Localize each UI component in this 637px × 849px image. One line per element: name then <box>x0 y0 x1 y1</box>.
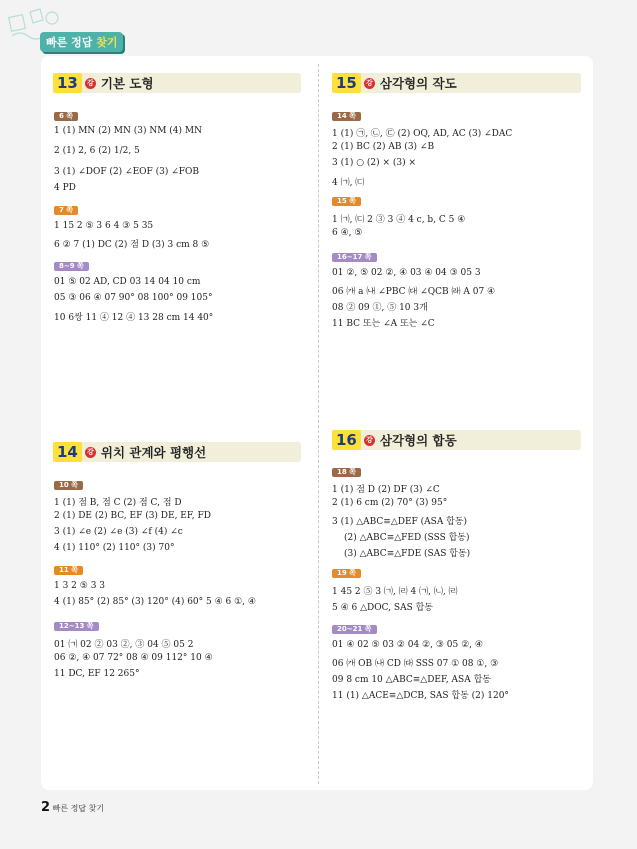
answer-line: 2 (1) BC (2) AB (3) ∠B <box>332 142 435 152</box>
answer-line: 1 (1) 점 B, 점 C (2) 점 C, 점 D <box>54 498 182 508</box>
answer-line: 5 ④ 6 △DOC, SAS 합동 <box>332 603 433 613</box>
chapter-mark: 강 <box>364 78 375 89</box>
chapter-title-text: 삼각형의 작도 <box>379 76 457 91</box>
section-label: 15 쪽 <box>332 197 361 206</box>
section-label: 20~21 쪽 <box>332 625 377 634</box>
section-label: 7 쪽 <box>54 206 78 215</box>
section-label: 19 쪽 <box>332 569 361 578</box>
section-label: 18 쪽 <box>332 468 361 477</box>
chapter-number: 14 <box>53 442 82 462</box>
answer-line: 1 3 2 ⑤ 3 3 <box>54 581 106 591</box>
answer-line: 09 8 cm 10 △ABC≡△DEF, ASA 합동 <box>332 675 491 685</box>
answer-line: 11 BC 또는 ∠A 또는 ∠C <box>332 319 435 329</box>
answer-line: 2 (1) 2, 6 (2) 1/2, 5 <box>54 146 140 156</box>
section-label: 16~17 쪽 <box>332 253 377 262</box>
chapter-mark: 강 <box>85 447 96 458</box>
answer-line: 4 PD <box>54 183 76 193</box>
answer-line: 6 ④, ⑤ <box>332 228 363 238</box>
footer-label: 빠른 정답 찾기 <box>52 804 105 813</box>
answer-line: 2 (1) DE (2) BC, EF (3) DE, EF, FD <box>54 511 211 521</box>
section-label: 12~13 쪽 <box>54 622 99 631</box>
chapter-title-text: 삼각형의 합동 <box>379 433 457 448</box>
section-label: 6 쪽 <box>54 112 78 121</box>
badge-text: 빠른 정답 <box>46 36 93 49</box>
answer-line: 3 (1) △ABC≡△DEF (ASA 합동) <box>332 517 468 527</box>
chapter-mark: 강 <box>85 78 96 89</box>
answer-line: (2) △ABC≡△FED (SSS 합동) <box>344 533 470 543</box>
chapter-number: 16 <box>332 430 361 450</box>
chapter-14-title <box>53 442 301 462</box>
answer-line: 08 ② 09 ①, ⑤ 10 3개 <box>332 303 428 313</box>
chapter-number: 13 <box>53 73 82 93</box>
answer-line: 01 ㈀ 02 ② 03 ②, ③ 04 ⑤ 05 2 <box>54 640 194 650</box>
answer-line: 1 ㈀, ㈂ 2 ③ 3 ④ 4 c, b, C 5 ④ <box>332 215 466 225</box>
answer-line: 06 ②, ④ 07 72° 08 ④ 09 112° 10 ④ <box>54 653 213 663</box>
page-footer <box>41 800 104 815</box>
badge-highlight: 찾기 <box>96 36 118 49</box>
answer-line: 10 6쌍 11 ④ 12 ④ 13 28 cm 14 40° <box>54 313 214 323</box>
quick-answer-badge <box>40 32 123 52</box>
answer-line: 01 ⑤ 02 AD, CD 03 14 04 10 cm <box>54 277 201 287</box>
answer-line: 3 (1) ∠DOF (2) ∠EOF (3) ∠FOB <box>54 167 200 177</box>
answer-line: 3 (1) ∠e (2) ∠e (3) ∠f (4) ∠c <box>54 527 183 537</box>
chapter-16-title <box>332 430 581 450</box>
answer-line: 3 (1) ○ (2) × (3) × <box>332 158 417 168</box>
answer-line: 4 (1) 85° (2) 85° (3) 120° (4) 60° 5 ④ 6 ①, ④ <box>54 597 256 607</box>
section-label: 10 쪽 <box>54 481 83 490</box>
answer-line: 4 ㈀, ㈂ <box>332 178 365 188</box>
answer-line: (3) △ABC≡△FDE (SAS 합동) <box>344 549 471 559</box>
answer-line: 11 (1) △ACE≡△DCB, SAS 합동 (2) 120° <box>332 691 509 701</box>
chapter-title-text: 위치 관계와 평행선 <box>100 445 207 460</box>
chapter-number: 15 <box>332 73 361 93</box>
chapter-mark: 강 <box>364 435 375 446</box>
page-number: 2 <box>41 800 51 815</box>
column-divider <box>318 64 319 784</box>
answer-line: 1 15 2 ⑤ 3 6 4 ③ 5 35 <box>54 221 154 231</box>
answer-line: 4 (1) 110° (2) 110° (3) 70° <box>54 543 175 553</box>
chapter-13-title <box>53 73 301 93</box>
section-label: 11 쪽 <box>54 566 83 575</box>
answer-line: 05 ③ 06 ④ 07 90° 08 100° 09 105° <box>54 293 213 303</box>
answer-line: 2 (1) 6 cm (2) 70° (3) 95° <box>332 498 448 508</box>
answer-line: 1 (1) MN (2) MN (3) NM (4) MN <box>54 126 202 136</box>
answer-line: 11 DC, EF 12 265° <box>54 669 140 679</box>
section-label: 8~9 쪽 <box>54 262 89 271</box>
answer-line: 06 ㈎ OB ㈏ CD ㈐ SSS 07 ① 08 ①, ③ <box>332 659 499 669</box>
answer-line: 6 ② 7 (1) DC (2) 점 D (3) 3 cm 8 ⑤ <box>54 240 210 250</box>
answer-line: 01 ②, ⑤ 02 ②, ④ 03 ④ 04 ③ 05 3 <box>332 268 481 278</box>
answer-line: 06 ㈎ a ㈏ ∠PBC ㈐ ∠QCB ㈑ A 07 ④ <box>332 287 496 297</box>
answer-line: 1 (1) ㉠, ㉡, ㉢ (2) OQ, AD, AC (3) ∠DAC <box>332 129 513 139</box>
answer-line: 01 ④ 02 ⑤ 03 ② 04 ②, ③ 05 ②, ④ <box>332 640 483 650</box>
answer-line: 1 45 2 ⑤ 3 ㈀, ㈃ 4 ㈀, ㈁, ㈃ <box>332 587 458 597</box>
section-label: 14 쪽 <box>332 112 361 121</box>
chapter-15-title <box>332 73 581 93</box>
chapter-title-text: 기본 도형 <box>100 76 154 91</box>
answer-line: 1 (1) 점 D (2) DF (3) ∠C <box>332 485 440 495</box>
